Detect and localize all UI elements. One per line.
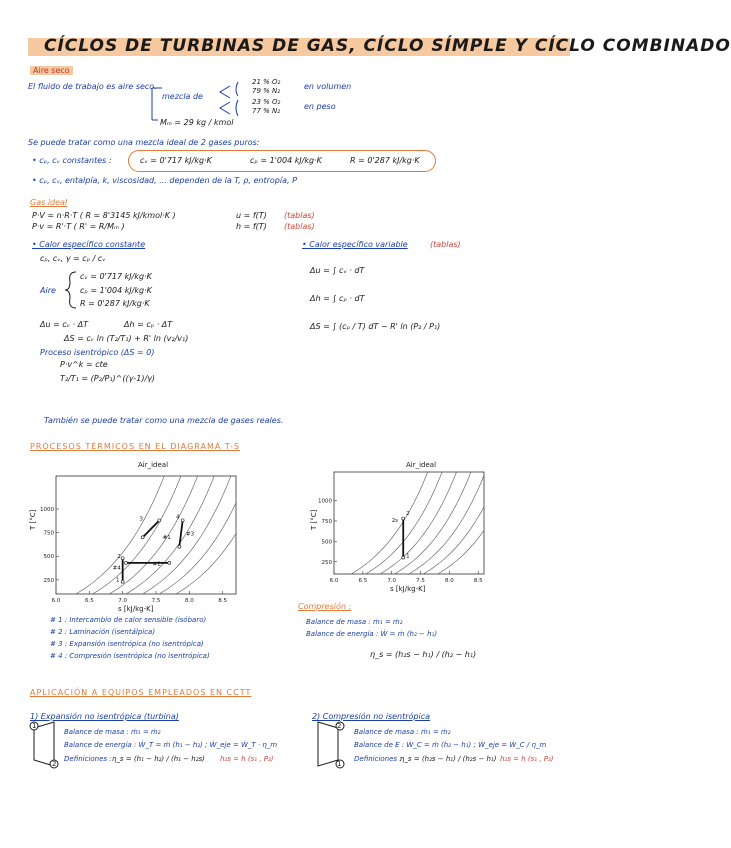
turbine-outlet-number: 2 xyxy=(52,760,57,768)
gas-ideal-header: Gas ideal xyxy=(30,198,68,207)
point-label: 4 xyxy=(176,514,180,521)
mezcla-text: mezcla de xyxy=(162,92,203,101)
ideal-line: Se puede tratar como una mezcla ideal de 2 gases puros: xyxy=(28,138,260,147)
var-dh: Δh = ∫ cₚ · dT xyxy=(310,294,365,303)
air-tag: Aire seco xyxy=(30,66,73,75)
y-tick-label: 750 xyxy=(321,518,332,525)
x-tick-label: 6.5 xyxy=(84,598,94,604)
turbina-header: 1) Expansión no isentrópica (turbina) xyxy=(30,712,179,721)
process-point xyxy=(121,580,124,583)
cv-value: cᵥ = 0'717 kJ/kg·K xyxy=(140,156,212,165)
temperature-ratio: T₂/T₁ = (P₂/P₁)^((γ-1)/γ) xyxy=(60,374,155,383)
x-tick-label: 7.0 xyxy=(118,598,128,604)
y-tick-label: 250 xyxy=(321,559,332,566)
aire-cp: cₚ = 1'004 kJ/kg·K xyxy=(80,286,152,295)
point-label: 1 xyxy=(116,577,120,584)
turbine-efficiency: η_s = (h₁ − h₂) / (h₁ − h₂s) xyxy=(112,755,205,763)
h-func: h = f(T) xyxy=(236,222,267,231)
point-label: #1 xyxy=(162,535,171,542)
compressor-inlet-number: 1 xyxy=(337,760,342,768)
point-label: 2s xyxy=(391,517,399,524)
point-label: #4 xyxy=(112,565,121,572)
du-eq: Δu = cᵥ · ΔT xyxy=(40,320,89,329)
dh-eq: Δh = cₚ · ΔT xyxy=(124,320,173,329)
x-tick-label: 6.0 xyxy=(329,578,339,584)
process-point xyxy=(181,519,184,522)
y-tick-label: 500 xyxy=(321,539,332,546)
point-label: #2 xyxy=(152,561,161,568)
y-tick-label: 250 xyxy=(43,577,54,584)
process-point xyxy=(158,519,161,522)
ts-chart-2 xyxy=(314,466,494,586)
comp-energy-balance: Balance de energía : Ẇ = ṁ (h₂ − h₁) xyxy=(306,630,438,638)
constants-label: • cₚ, cᵥ constantes : xyxy=(32,156,112,165)
legend-3: # 3 : Expansión isentrópica (no isentrópica) xyxy=(50,640,204,648)
calor-variable: • Calor específico variable xyxy=(302,240,408,249)
page-title: CÍCLOS DE TURBINAS DE GAS, CÍCLO SÍMPLE Y CÍCLO COMBINADO xyxy=(44,36,731,56)
ts-section-header: PROCESOS TÉRMICOS EN EL DIAGRAMA T-S xyxy=(30,442,241,451)
eq1: P·V = n·R·T ( R = 8'3145 kJ/kmol·K ) xyxy=(32,211,176,220)
chart2-ylabel: T [°C] xyxy=(310,509,318,530)
point-label: #3 xyxy=(186,531,195,538)
legend-2: # 2 : Laminación (isentálpica) xyxy=(50,628,156,636)
x-tick-label: 7.5 xyxy=(151,598,161,604)
legend-4: # 4 : Compresión isentrópica (no isentrópica) xyxy=(50,652,210,660)
compressor-mass-balance: Balance de masa : ṁ₁ = ṁ₂ xyxy=(354,728,451,736)
tablas-2: (tablas) xyxy=(284,222,315,231)
x-tick-label: 6.0 xyxy=(51,598,61,604)
legend-1: # 1 : Intercambio de calor sensible (isóbaro) xyxy=(50,616,207,624)
vol-n2: 79 % N₂ xyxy=(252,87,281,95)
aire-cv: cᵥ = 0'717 kJ/kg·K xyxy=(80,272,152,281)
mass-n2: 77 % N₂ xyxy=(252,107,281,115)
process-point xyxy=(141,536,144,539)
compressor-h2s: h₂s = h (s₁ , P₂) xyxy=(500,755,554,763)
real-gases-line: También se puede tratar como una mezcla de gases reales. xyxy=(44,416,284,425)
turbine-inlet-number: 1 xyxy=(32,722,37,730)
isentropic-label: Proceso isentrópico (ΔS = 0) xyxy=(40,348,155,357)
point-label: 2 xyxy=(406,511,410,518)
calor-constante: • Calor específico constante xyxy=(32,240,146,249)
chart1-title: Air_ideal xyxy=(138,461,169,469)
cp-value: cₚ = 1'004 kJ/kg·K xyxy=(250,156,322,165)
vol-o2: 21 % O₂ xyxy=(252,78,281,86)
x-tick-label: 8.5 xyxy=(473,578,483,584)
y-tick-label: 1000 xyxy=(318,498,332,505)
pvk-eq: P·v^k = cte xyxy=(60,360,108,369)
molar-mass: Mₘ = 29 kg / kmol xyxy=(160,118,234,127)
r-value: R = 0'287 kJ/kg·K xyxy=(350,156,420,165)
compressor-outlet-number: 2 xyxy=(337,722,342,730)
apps-section-header: APLICACIÓN A EQUIPOS EMPLEADOS EN CCTT xyxy=(30,688,252,697)
chart1-xlabel: s [kJ/kg-K] xyxy=(118,605,154,613)
x-tick-label: 8.0 xyxy=(445,578,454,584)
chart1-ylabel: T [°C] xyxy=(29,509,37,530)
turbine-mass-balance: Balance de masa : ṁ₁ = ṁ₂ xyxy=(64,728,161,736)
tablas-1: (tablas) xyxy=(284,211,315,220)
point-label: 3 xyxy=(139,516,143,523)
var-ds: ΔS = ∫ (cₚ / T) dT − R' ln (P₂ / P₁) xyxy=(310,322,441,331)
ts-chart-1 xyxy=(36,468,246,608)
vol-label: en volumen xyxy=(304,82,352,91)
process-point xyxy=(125,561,128,564)
process-point xyxy=(168,561,171,564)
comp-efficiency: η_s = (h₂s − h₁) / (h₂ − h₁) xyxy=(370,650,477,659)
fluid-text: El fluido de trabajo es aire seco. xyxy=(28,82,157,91)
mass-o2: 23 % O₂ xyxy=(252,98,281,106)
properties-line: • cₚ, cᵥ, entalpía, k, viscosidad, ... dependen de la T, ρ, entropía, P xyxy=(32,176,297,185)
chart2-title: Air_ideal xyxy=(406,461,437,469)
process-point xyxy=(121,557,124,560)
chart2-xlabel: s [kJ/kg-K] xyxy=(390,585,426,593)
tablas-3: (tablas) xyxy=(430,240,461,249)
var-du: Δu = ∫ cᵥ · dT xyxy=(310,266,365,275)
comp-mass-balance: Balance de masa : ṁ₁ = ṁ₂ xyxy=(306,618,403,626)
x-tick-label: 7.0 xyxy=(387,578,397,584)
compressor-efficiency: η_s = (h₂s − h₁) / (h₂s − h₁) xyxy=(400,755,497,763)
u-func: u = f(T) xyxy=(236,211,267,220)
compresor-header: 2) Compresión no isentrópica xyxy=(312,712,431,721)
aire-brace xyxy=(64,270,78,310)
process-point xyxy=(402,556,405,559)
x-tick-label: 8.0 xyxy=(184,598,194,604)
point-label: 1 xyxy=(406,553,410,560)
turbine-h2s: h₂s = h (s₁ , P₂) xyxy=(220,755,274,763)
aire-r: R = 0'287 kJ/kg·K xyxy=(80,299,150,308)
compresion-header: Compresión : xyxy=(298,602,352,611)
ds-eq: ΔS = cᵥ ln (T₂/T₁) + R' ln (v₂/v₁) xyxy=(64,334,189,343)
point-label: 2 xyxy=(117,554,121,561)
gamma-def: cₚ, cᵥ, γ = cₚ / cᵥ xyxy=(40,254,106,263)
y-tick-label: 1000 xyxy=(40,507,54,514)
x-tick-label: 8.5 xyxy=(218,598,228,604)
turbine-energy-balance: Balance de energía : Ẇ_T = ṁ (h₁ − h₂) ; Ẇ_eje = Ẇ_T · η_m xyxy=(64,741,278,749)
process-point xyxy=(178,545,181,548)
compressor-energy-balance: Balance de E : Ẇ_C = ṁ (h₂ − h₁) ; Ẇ_eje = Ẇ_C / η_m xyxy=(354,741,547,749)
compressor-definitions: Definiciones : xyxy=(354,755,402,763)
turbine-definitions: Definiciones : xyxy=(64,755,112,763)
mass-label: en peso xyxy=(304,102,336,111)
x-tick-label: 6.5 xyxy=(358,578,368,584)
y-tick-label: 500 xyxy=(43,554,54,561)
aire-label: Aire xyxy=(40,286,56,295)
eq2: P·v = R'·T ( R' = R/Mₘ ) xyxy=(32,222,125,231)
y-tick-label: 750 xyxy=(43,530,54,537)
x-tick-label: 7.5 xyxy=(416,578,425,584)
process-point xyxy=(402,517,405,520)
